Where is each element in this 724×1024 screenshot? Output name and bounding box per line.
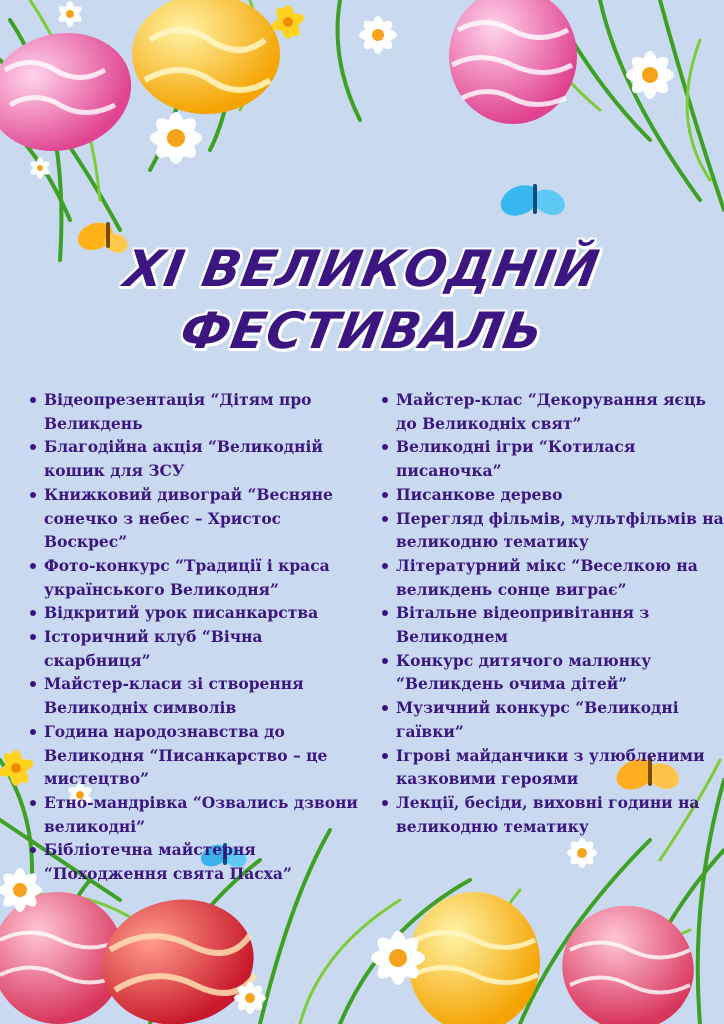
list-item: Година народознавства до Великодня “Писанкарство – це мистецтво” (28, 720, 368, 791)
list-item: Майстер-клас “Декорування яєць до Великодніх свят” (380, 388, 724, 435)
list-item: Вітальне відеопривітання з Великоднем (380, 601, 724, 648)
easter-egg-icon (449, 0, 577, 124)
easter-egg-icon (548, 891, 708, 1024)
butterfly-icon (496, 179, 569, 221)
list-item: Конкурс дитячого малюнку “Великдень очима дітей” (380, 649, 724, 696)
list-item: Історичний клуб “Вічна скарбниця” (28, 625, 368, 672)
page-title-line1: XI ВЕЛИКОДНІЙ (120, 240, 604, 298)
easter-egg-icon (132, 0, 280, 114)
list-item: Благодійна акція “Великодній кошик для ЗСУ (28, 435, 368, 482)
list-item: Літературний мікс “Веселкою на великдень сонце виграє” (380, 554, 724, 601)
list-item: Музичний конкурс “Великодні гаївки” (380, 696, 724, 743)
list-item: Відкритий урок писанкарства (28, 601, 368, 625)
list-item: Етно-мандрівка “Озвались дзвони великодні” (28, 791, 368, 838)
list-item: Великодні ігри “Котилася писаночка” (380, 435, 724, 482)
easter-egg-icon (408, 892, 540, 1024)
list-item: Перегляд фільмів, мультфільмів на великодню тематику (380, 507, 724, 554)
list-item: Відеопрезентація “Дітям про Великдень (28, 388, 368, 435)
list-item: Бібліотечна майстерня “Походження свята Пасха” (28, 838, 368, 885)
easter-egg-icon (92, 888, 263, 1024)
list-item: Майстер-класи зі створення Великодніх символів (28, 672, 368, 719)
list-item: Писанкове дерево (380, 483, 724, 507)
page-title-line2: ФЕСТИВАЛЬ (175, 302, 549, 360)
list-item: Фото-конкурс “Традиції і краса українського Великодня” (28, 554, 368, 601)
list-item: Ігрові майданчики з улюбленими казковими героями (380, 744, 724, 791)
events-list-right (380, 388, 724, 838)
list-item: Книжковий дивограй “Весняне сонечко з небес – Христос Воскрес” (28, 483, 368, 554)
list-item: Лекції, бесіди, виховні години на великодню тематику (380, 791, 724, 838)
events-list-left (28, 388, 368, 886)
